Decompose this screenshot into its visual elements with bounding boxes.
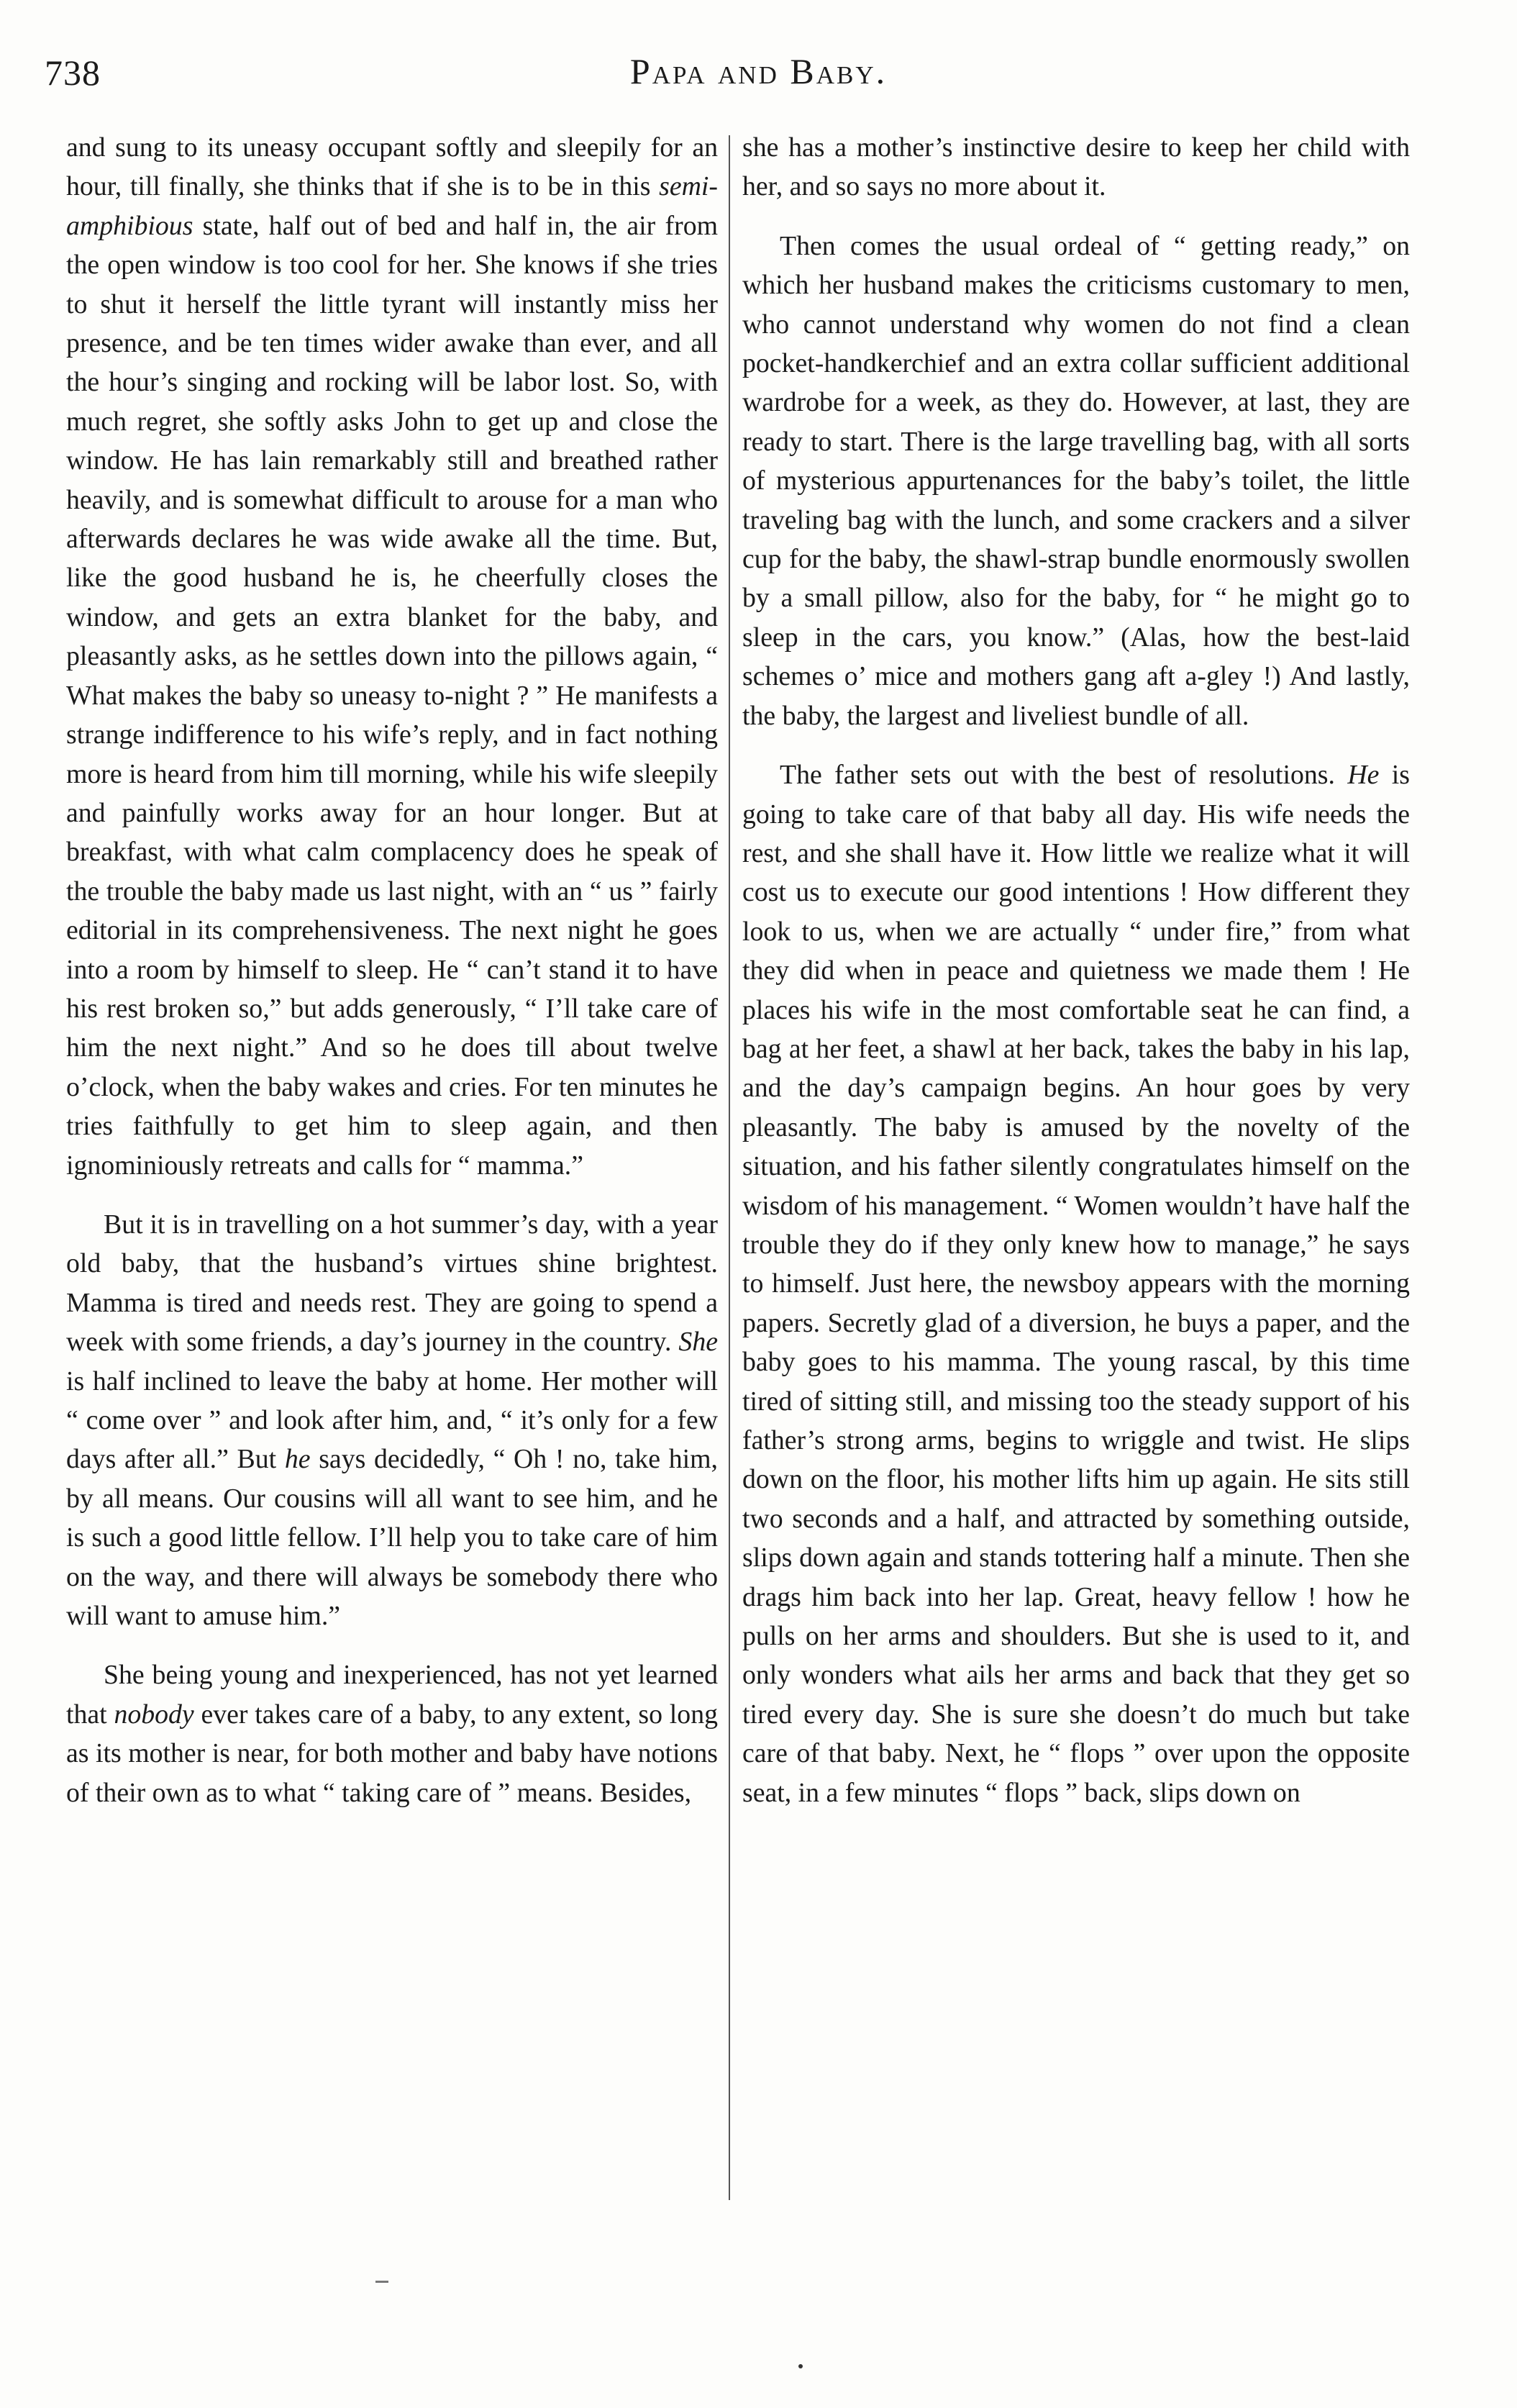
paragraph: She being young and inexperienced, has not yet learned that nobody ever takes care of a baby, to any extent, so long as its mother is near, for both mother and baby have notions of their own as to what “ taking care of ” means. Besides, — [66, 1660, 718, 1808]
right-column — [742, 128, 1410, 1812]
paragraph: The father sets out with the best of resolutions. He is going to take care of that baby all day. His wife needs the rest, and she shall have it. How little we realize what it will cost us to execute our good intentions ! How different they look to us, when we are actually “ under fire,” from what they did when in peace and quietness we made them ! He places his wife in the most comfortable seat he can find, a bag at her feet, a shawl at her back, takes the baby in his lap, and the day’s campaign begins. An hour goes by very pleasantly. The baby is amused by the novelty of the situation, and his father silently congratulates himself on the wisdom of his management. “ Women wouldn’t have half the trouble they do if they only knew how to manage,” he says to himself. Just here, the newsboy appears with the morning papers. Secretly glad of a diversion, he buys a paper, and the baby goes to his mamma. The young rascal, by this time tired of sitting still, and missing too the steady support of his father’s strong arms, begins to wriggle and twist. He slips down on the floor, his mother lifts him up again. He sits still two seconds and a half, and attracted by something outside, slips down again and stands tottering half a minute. Then she drags him back into her lap. Great, heavy fellow ! how he pulls on her arms and shoulders. But she is used to it, and only wonders what ails her arms and back that they get so tired every day. She is sure she doesn’t do much but take care of that baby. Next, he “ flops ” over upon the opposite seat, in a few minutes “ flops ” back, slips down on — [742, 760, 1410, 1808]
left-column — [66, 128, 718, 1812]
paragraph: she has a mother’s instinctive desire to keep her child with her, and so says no more about it. — [742, 132, 1410, 202]
print-mark — [375, 2281, 388, 2283]
column-divider — [729, 135, 730, 2200]
running-head: Papa and Baby. — [629, 51, 888, 91]
paragraph: But it is in travelling on a hot summer’s day, with a year old baby, that the husband’s virtues shine brightest. Mamma is tired and needs rest. They are going to spend a week with some friends, a day’s journey in the country. She is half inclined to leave the baby at home. Her mother will “ come over ” and look after him, and, “ it’s only for a few days after all.” But he says decidedly, “ Oh ! no, take him, by all means. Our cousins will all want to see him, and he is such a good little fellow. I’ll help you to take care of him on the way, and there will always be somebody there who will want to amuse him.” — [66, 1209, 719, 1632]
print-dot — [798, 2364, 803, 2368]
paragraph: Then comes the usual ordeal of “ getting ready,” on which her husband makes the criticisms customary to men, who cannot understand why women do not find a clean pocket-handkerchief and an extra collar sufficient additional wardrobe for a week, as they do. However, at last, they are ready to start. There is the large travelling bag, with all sorts of mysterious appurtenances for the baby’s toilet, the little traveling bag with the lunch, and some crackers and a silver cup for the baby, the shawl-strap bundle enormously swollen by a small pillow, also for the baby, for “ he might go to sleep in the cars, you know.” (Alas, how the best-laid schemes o’ mice and mothers gang aft a-gley !) And lastly, the baby, the largest and liveliest bundle of all. — [742, 230, 1410, 731]
page-number: 738 — [45, 53, 101, 93]
paragraph: and sung to its uneasy occupant softly and sleepily for an hour, till finally, she thinks that if she is to be in this semi-amphibious state, half out of bed and half in, the air from the open window is too cool for her. She knows if she tries to shut it herself the little tyrant will instantly miss her presence, and be ten times wider awake than ever, and all the hour’s singing and rocking will be labor lost. So, with much regret, she softly asks John to get up and close the window. He has lain remarkably still and breathed rather heavily, and is somewhat difficult to arouse for a man who afterwards declares he was wide awake all the time. But, like the good husband he is, he cheerfully closes the window, and gets an extra blanket for the baby, and pleasantly asks, as he settles down into the pillows again, “ What makes the baby so uneasy to-night ? ” He manifests a strange indifference to his wife’s reply, and in fact nothing more is heard from him till morning, while his wife sleepily and painfully works away for an hour longer. But at breakfast, with what calm complacency does he speak of the trouble the baby made us last night, with an “ us ” fairly editorial in its comprehensiveness. The next night he goes into a room by himself to sleep. He “ can’t stand it to have his rest broken so,” but adds generously, “ I’ll take care of him the next night.” And so he does till about twelve o’clock, when the baby wakes and cries. For ten minutes he tries faithfully to get him to sleep again, and then ignominiously retreats and calls for “ mamma.” — [66, 132, 718, 1181]
